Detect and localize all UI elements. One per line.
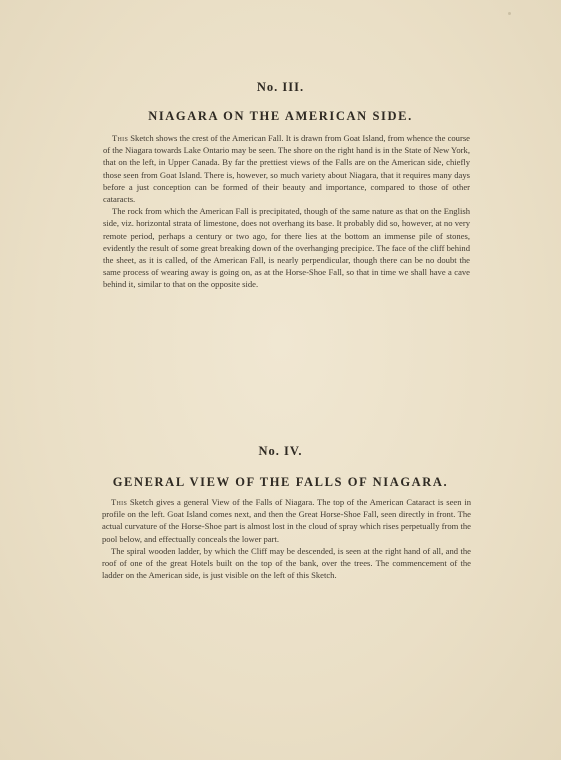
section-body	[103, 132, 470, 291]
paper-speck	[508, 12, 511, 15]
paragraph	[103, 132, 470, 205]
paragraph-text: Sketch shows the crest of the American Fall. It is drawn from Goat Island, from whence the course of the Niagara towards Lake Ontario may be seen. The shore on the right hand is in the State of New York, that on the left, in Upper Canada. By far the prettiest views of the Falls are on the American side, chiefly those seen from Goat Island. There is, however, so much variety about Niagara, that it requires many days before a just conception can be formed of their beauty and importance, compared to those of other cataracts.	[103, 133, 470, 205]
lead-word: This	[111, 497, 128, 507]
paragraph	[102, 496, 471, 545]
section-title: NIAGARA ON THE AMERICAN SIDE.	[148, 109, 413, 123]
paragraph: The spiral wooden ladder, by which the Cliff may be descended, is seen at the right hand of all, and the roof of one of the great Hotels built on the top of the bank, over the trees. The commencement of the ladder on the American side, is just visible on the left of this Sketch.	[102, 545, 471, 581]
section-no-iv	[0, 444, 561, 581]
paragraph: The rock from which the American Fall is precipitated, though of the same nature as that on the English side, viz. horizontal strata of limestone, does not overhang its base. It probably did so, however, at no very remote period, perhaps a century or two ago, for there lies at the bottom an immense pile of stones, evidently the result of some great breaking down of the overhanging precipice. The face of the cliff behind the sheet, as it is called, of the American Fall, is nearly perpendicular, though there can be no doubt the same process of wearing away is going on, as at the Horse-Shoe Fall, so that in time we shall have a cave behind it, similar to that on the opposite side.	[103, 206, 470, 290]
section-title: GENERAL VIEW OF THE FALLS OF NIAGARA.	[112, 475, 449, 489]
paragraph-text: Sketch gives a general View of the Falls of Niagara. The top of the American Cataract is seen in profile on the left. Goat Island comes next, and then the Great Horse-Shoe Fall, seen directly in front. The actual curvature of the Horse-Shoe part is almost lost in the cloud of spray which rises perpetually from the pool below, and effectually conceals the lower part.	[102, 497, 471, 544]
section-body	[102, 496, 471, 581]
section-number: No. III.	[256, 80, 305, 94]
section-no-iii	[0, 80, 561, 290]
section-number: No. IV.	[258, 444, 303, 458]
lead-word: This	[112, 133, 129, 143]
